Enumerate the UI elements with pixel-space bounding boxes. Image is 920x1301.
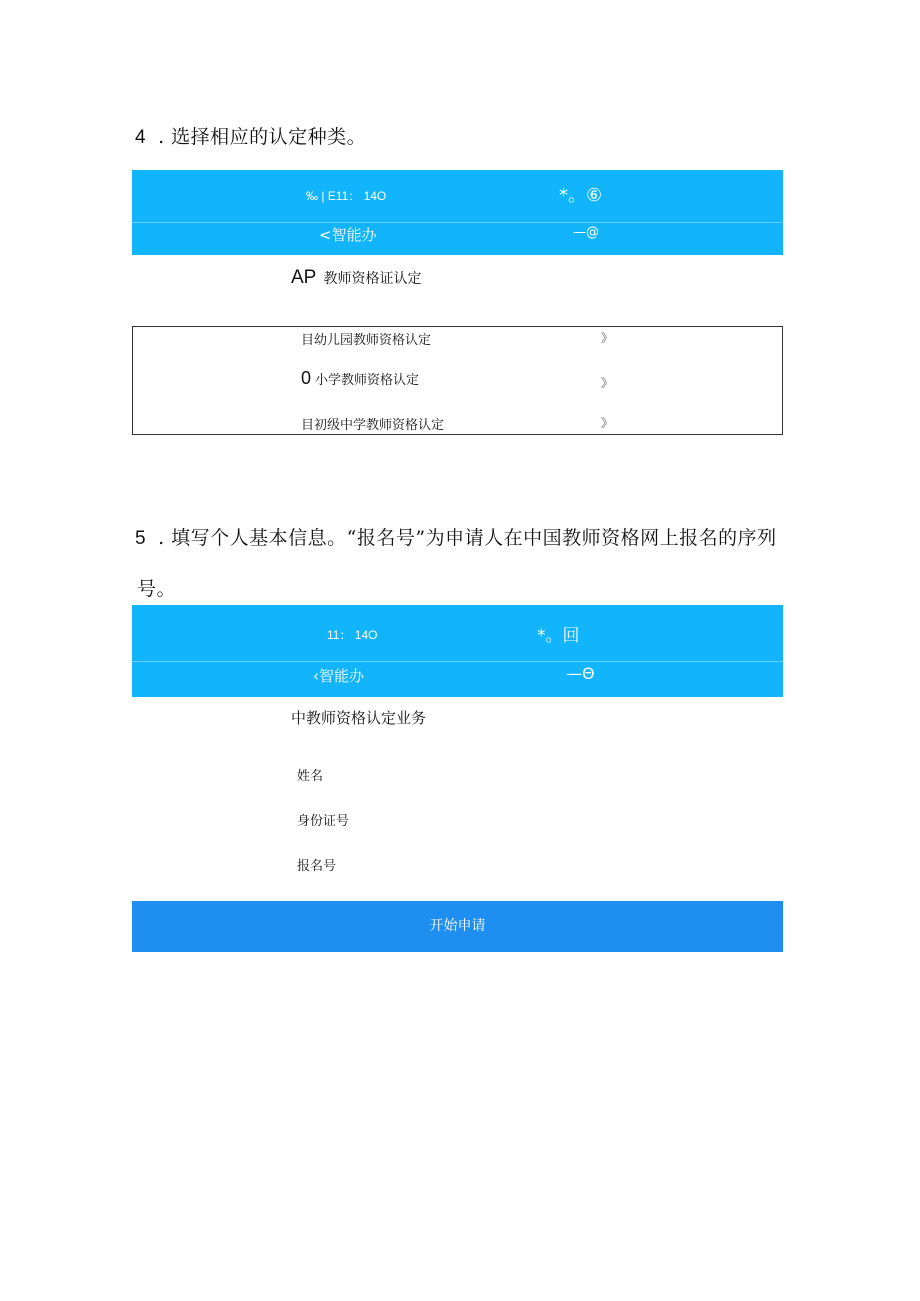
status-bar-right: *。回	[537, 626, 580, 646]
list-item[interactable]	[133, 327, 782, 361]
more-menu-icon[interactable]: —Θ	[566, 664, 595, 683]
start-application-button[interactable]: 开始申请	[132, 901, 783, 952]
back-button[interactable]: ‹智能办	[313, 667, 364, 685]
list-item-label: 初级中学教师资格认定	[314, 418, 445, 433]
step-text: . 选择相应的认定种类。	[158, 126, 367, 148]
page-title	[291, 267, 421, 289]
list-item-icon: 目	[301, 333, 315, 348]
chevron-right-icon: 》	[601, 376, 614, 390]
step-number: 4	[135, 127, 147, 148]
status-bar-right: *。⑥	[559, 185, 603, 206]
chevron-right-icon: 》	[601, 416, 614, 430]
app-header-bar	[132, 605, 783, 697]
form-title: 中教师资格认定业务	[291, 709, 427, 727]
status-bar-left: 11： 14O	[327, 628, 378, 642]
back-button[interactable]: <智能办	[319, 226, 377, 244]
title-prefix: AP	[291, 267, 317, 288]
more-menu-icon[interactable]: —@	[573, 225, 599, 240]
name-field[interactable]: 姓名	[297, 769, 324, 784]
status-bar-left: ‰ | E11： 14O	[306, 189, 387, 203]
id-number-field[interactable]: 身份证号	[297, 814, 350, 829]
chevron-right-icon: 》	[601, 331, 614, 345]
list-item-icon: 目	[301, 418, 315, 433]
title-text: 教师资格证认定	[323, 271, 422, 287]
step-text-line1: . 填写个人基本信息。“报名号”为申请人在中国教师资格网上报名的序列	[158, 527, 777, 549]
list-item[interactable]	[133, 363, 782, 397]
step-4-instruction	[135, 122, 366, 149]
step-5-instruction-cont	[137, 574, 176, 601]
registration-number-field[interactable]: 报名号	[297, 859, 337, 874]
step-text-line2: 号。	[137, 578, 177, 600]
list-item[interactable]	[133, 411, 782, 445]
list-item-label: 小学教师资格认定	[315, 373, 420, 388]
app-header-bar	[132, 170, 783, 255]
cert-type-list	[132, 326, 783, 435]
step-number: 5	[135, 528, 147, 549]
header-divider	[132, 661, 783, 662]
header-divider	[132, 222, 783, 223]
list-item-icon: 0	[301, 368, 312, 388]
step-5-instruction	[135, 523, 777, 550]
list-item-label: 幼儿园教师资格认定	[314, 333, 432, 348]
